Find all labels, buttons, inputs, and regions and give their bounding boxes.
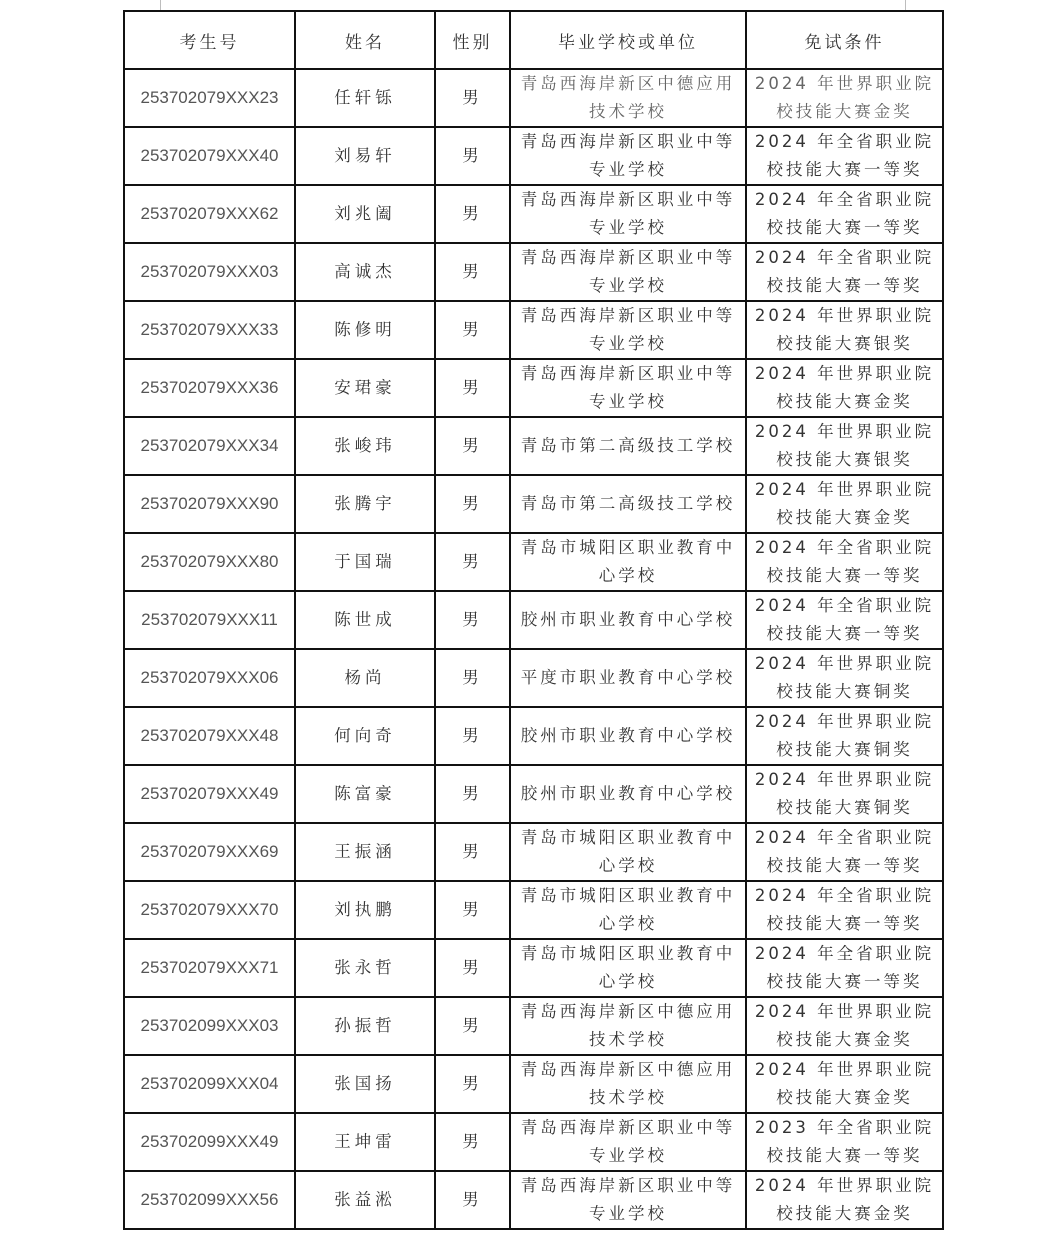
name-cell: 孙振哲 <box>295 997 435 1055</box>
candidate-number-cell: 253702099XXX49 <box>124 1113 295 1171</box>
table-body <box>124 69 943 1229</box>
table-row <box>124 939 943 997</box>
candidate-number-cell: 253702079XXX23 <box>124 69 295 127</box>
exemption-condition-cell: 2024 年全省职业院校技能大赛一等奖 <box>746 243 943 301</box>
exemption-condition-cell: 2024 年全省职业院校技能大赛一等奖 <box>746 185 943 243</box>
school-cell: 青岛西海岸新区职业中等专业学校 <box>510 301 746 359</box>
candidate-number-cell: 253702079XXX69 <box>124 823 295 881</box>
exemption-condition-cell: 2024 年世界职业院校技能大赛银奖 <box>746 301 943 359</box>
gender-cell: 男 <box>435 591 510 649</box>
school-cell: 胶州市职业教育中心学校 <box>510 765 746 823</box>
name-cell: 刘执鹏 <box>295 881 435 939</box>
exemption-condition-cell: 2024 年世界职业院校技能大赛金奖 <box>746 997 943 1055</box>
header-name: 姓名 <box>295 11 435 69</box>
exemption-condition-cell: 2024 年世界职业院校技能大赛金奖 <box>746 1055 943 1113</box>
name-cell: 张腾宇 <box>295 475 435 533</box>
school-cell: 青岛西海岸新区职业中等专业学校 <box>510 359 746 417</box>
gender-cell: 男 <box>435 417 510 475</box>
school-cell: 青岛西海岸新区中德应用技术学校 <box>510 1055 746 1113</box>
school-cell: 青岛西海岸新区职业中等专业学校 <box>510 185 746 243</box>
header-exemption-condition: 免试条件 <box>746 11 943 69</box>
exemption-condition-cell: 2024 年全省职业院校技能大赛一等奖 <box>746 127 943 185</box>
school-cell: 青岛西海岸新区职业中等专业学校 <box>510 127 746 185</box>
table-row <box>124 243 943 301</box>
table-row <box>124 591 943 649</box>
exemption-condition-cell: 2024 年世界职业院校技能大赛金奖 <box>746 475 943 533</box>
gender-cell: 男 <box>435 185 510 243</box>
name-cell: 杨尚 <box>295 649 435 707</box>
candidate-number-cell: 253702099XXX03 <box>124 997 295 1055</box>
school-cell: 青岛市城阳区职业教育中心学校 <box>510 533 746 591</box>
candidate-number-cell: 253702079XXX62 <box>124 185 295 243</box>
school-cell: 平度市职业教育中心学校 <box>510 649 746 707</box>
page-margin-line-left <box>160 0 161 10</box>
candidate-number-cell: 253702079XXX48 <box>124 707 295 765</box>
name-cell: 张益淞 <box>295 1171 435 1229</box>
school-cell: 青岛市城阳区职业教育中心学校 <box>510 881 746 939</box>
school-cell: 青岛西海岸新区职业中等专业学校 <box>510 1171 746 1229</box>
school-cell: 胶州市职业教育中心学校 <box>510 707 746 765</box>
gender-cell: 男 <box>435 649 510 707</box>
name-cell: 任轩铄 <box>295 69 435 127</box>
exemption-condition-cell: 2024 年全省职业院校技能大赛一等奖 <box>746 939 943 997</box>
table-row <box>124 881 943 939</box>
exemption-list-table-container <box>123 10 942 1230</box>
table-row <box>124 475 943 533</box>
table-row <box>124 127 943 185</box>
gender-cell: 男 <box>435 533 510 591</box>
candidate-number-cell: 253702099XXX56 <box>124 1171 295 1229</box>
table-header-row <box>124 11 943 69</box>
exemption-condition-cell: 2024 年世界职业院校技能大赛铜奖 <box>746 765 943 823</box>
table-row <box>124 417 943 475</box>
candidate-number-cell: 253702079XXX34 <box>124 417 295 475</box>
table-row <box>124 823 943 881</box>
gender-cell: 男 <box>435 1113 510 1171</box>
name-cell: 王坤雷 <box>295 1113 435 1171</box>
name-cell: 何向奇 <box>295 707 435 765</box>
header-school: 毕业学校或单位 <box>510 11 746 69</box>
table-row <box>124 1055 943 1113</box>
exemption-condition-cell: 2024 年全省职业院校技能大赛一等奖 <box>746 881 943 939</box>
table-row <box>124 707 943 765</box>
school-cell: 胶州市职业教育中心学校 <box>510 591 746 649</box>
name-cell: 陈修明 <box>295 301 435 359</box>
table-row <box>124 1171 943 1229</box>
name-cell: 陈世成 <box>295 591 435 649</box>
table-row <box>124 359 943 417</box>
school-cell: 青岛西海岸新区中德应用技术学校 <box>510 997 746 1055</box>
gender-cell: 男 <box>435 475 510 533</box>
exemption-condition-cell: 2024 年世界职业院校技能大赛金奖 <box>746 69 943 127</box>
gender-cell: 男 <box>435 359 510 417</box>
school-cell: 青岛西海岸新区中德应用技术学校 <box>510 69 746 127</box>
table-row <box>124 301 943 359</box>
exemption-condition-cell: 2024 年世界职业院校技能大赛铜奖 <box>746 649 943 707</box>
table-row <box>124 533 943 591</box>
gender-cell: 男 <box>435 243 510 301</box>
candidate-number-cell: 253702079XXX49 <box>124 765 295 823</box>
gender-cell: 男 <box>435 881 510 939</box>
candidate-number-cell: 253702079XXX71 <box>124 939 295 997</box>
exemption-condition-cell: 2024 年全省职业院校技能大赛一等奖 <box>746 533 943 591</box>
candidate-number-cell: 253702079XXX03 <box>124 243 295 301</box>
candidate-number-cell: 253702079XXX80 <box>124 533 295 591</box>
header-candidate-number: 考生号 <box>124 11 295 69</box>
exemption-condition-cell: 2024 年世界职业院校技能大赛铜奖 <box>746 707 943 765</box>
candidate-number-cell: 253702079XXX36 <box>124 359 295 417</box>
school-cell: 青岛市第二高级技工学校 <box>510 475 746 533</box>
gender-cell: 男 <box>435 301 510 359</box>
table-row <box>124 69 943 127</box>
gender-cell: 男 <box>435 765 510 823</box>
candidate-number-cell: 253702079XXX11 <box>124 591 295 649</box>
candidate-number-cell: 253702079XXX70 <box>124 881 295 939</box>
school-cell: 青岛市城阳区职业教育中心学校 <box>510 823 746 881</box>
school-cell: 青岛市第二高级技工学校 <box>510 417 746 475</box>
name-cell: 安珺豪 <box>295 359 435 417</box>
name-cell: 高诚杰 <box>295 243 435 301</box>
school-cell: 青岛市城阳区职业教育中心学校 <box>510 939 746 997</box>
page-margin-line-right <box>905 0 906 10</box>
table-row <box>124 1113 943 1171</box>
exemption-condition-cell: 2023 年全省职业院校技能大赛一等奖 <box>746 1113 943 1171</box>
table-row <box>124 765 943 823</box>
exemption-condition-cell: 2024 年世界职业院校技能大赛金奖 <box>746 1171 943 1229</box>
table-row <box>124 649 943 707</box>
candidate-number-cell: 253702079XXX06 <box>124 649 295 707</box>
candidate-number-cell: 253702079XXX33 <box>124 301 295 359</box>
gender-cell: 男 <box>435 997 510 1055</box>
exemption-list-table <box>123 10 944 1230</box>
name-cell: 刘易轩 <box>295 127 435 185</box>
exemption-condition-cell: 2024 年世界职业院校技能大赛金奖 <box>746 359 943 417</box>
candidate-number-cell: 253702079XXX90 <box>124 475 295 533</box>
exemption-condition-cell: 2024 年全省职业院校技能大赛一等奖 <box>746 823 943 881</box>
gender-cell: 男 <box>435 823 510 881</box>
table-row <box>124 997 943 1055</box>
gender-cell: 男 <box>435 1055 510 1113</box>
name-cell: 陈富豪 <box>295 765 435 823</box>
school-cell: 青岛西海岸新区职业中等专业学校 <box>510 1113 746 1171</box>
name-cell: 张永哲 <box>295 939 435 997</box>
candidate-number-cell: 253702099XXX04 <box>124 1055 295 1113</box>
gender-cell: 男 <box>435 127 510 185</box>
name-cell: 张峻玮 <box>295 417 435 475</box>
gender-cell: 男 <box>435 69 510 127</box>
gender-cell: 男 <box>435 939 510 997</box>
exemption-condition-cell: 2024 年世界职业院校技能大赛银奖 <box>746 417 943 475</box>
table-row <box>124 185 943 243</box>
name-cell: 张国扬 <box>295 1055 435 1113</box>
gender-cell: 男 <box>435 1171 510 1229</box>
school-cell: 青岛西海岸新区职业中等专业学校 <box>510 243 746 301</box>
name-cell: 于国瑞 <box>295 533 435 591</box>
name-cell: 王振涵 <box>295 823 435 881</box>
gender-cell: 男 <box>435 707 510 765</box>
candidate-number-cell: 253702079XXX40 <box>124 127 295 185</box>
name-cell: 刘兆阖 <box>295 185 435 243</box>
header-gender: 性别 <box>435 11 510 69</box>
exemption-condition-cell: 2024 年全省职业院校技能大赛一等奖 <box>746 591 943 649</box>
